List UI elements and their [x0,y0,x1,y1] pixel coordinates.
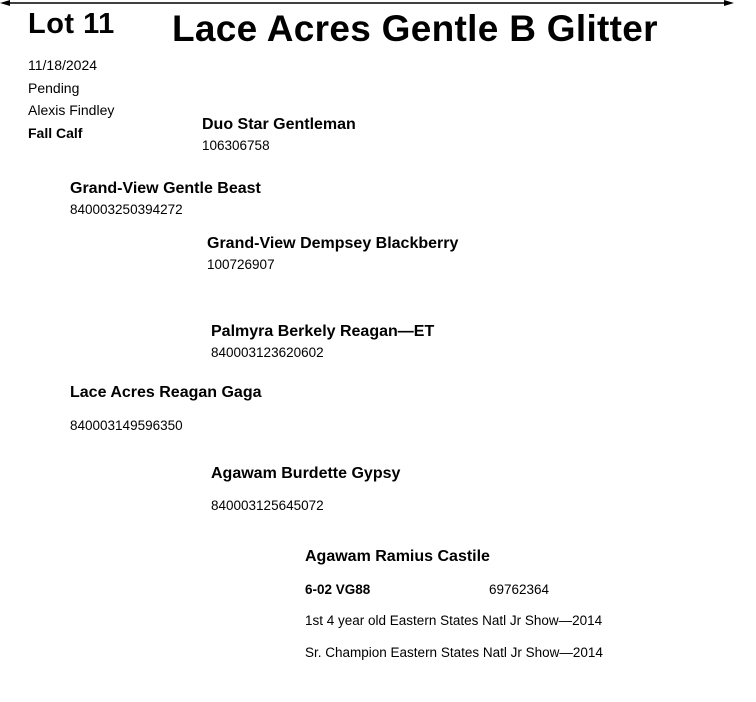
dam-dam-name: Agawam Burdette Gypsy [211,465,401,482]
sire-sire-id: 106306758 [202,138,270,153]
dam-sire-name: Palmyra Berkely Reagan—ET [211,323,435,340]
granddam-name: Agawam Ramius Castile [305,548,490,565]
sire-dam-id: 100726907 [207,257,275,272]
dam-sire-id: 840003123620602 [211,345,324,360]
sale-date: 11/18/2024 [28,57,98,73]
owner-name: Alexis Findley [28,102,115,118]
dam-dam-id: 840003125645072 [211,498,324,513]
granddam-id: 69762364 [489,582,550,597]
class-label: Fall Calf [28,125,83,141]
animal-title: Lace Acres Gentle B Glitter [172,8,658,49]
granddam-honor: Sr. Champion Eastern States Natl Jr Show—2014 [305,645,603,660]
sire-name: Grand-View Gentle Beast [70,180,261,197]
status-text: Pending [28,80,80,96]
dam-id: 840003149596350 [70,418,183,433]
dam-name: Lace Acres Reagan Gaga [70,384,262,401]
granddam-classification: 6-02 VG88 [305,582,371,597]
sire-dam-name: Grand-View Dempsey Blackberry [207,235,459,252]
sire-sire-name: Duo Star Gentleman [202,116,356,133]
granddam-honor: 1st 4 year old Eastern States Natl Jr Show—2014 [305,613,603,628]
sire-id: 840003250394272 [70,202,183,217]
lot-number: Lot 11 [28,8,115,40]
